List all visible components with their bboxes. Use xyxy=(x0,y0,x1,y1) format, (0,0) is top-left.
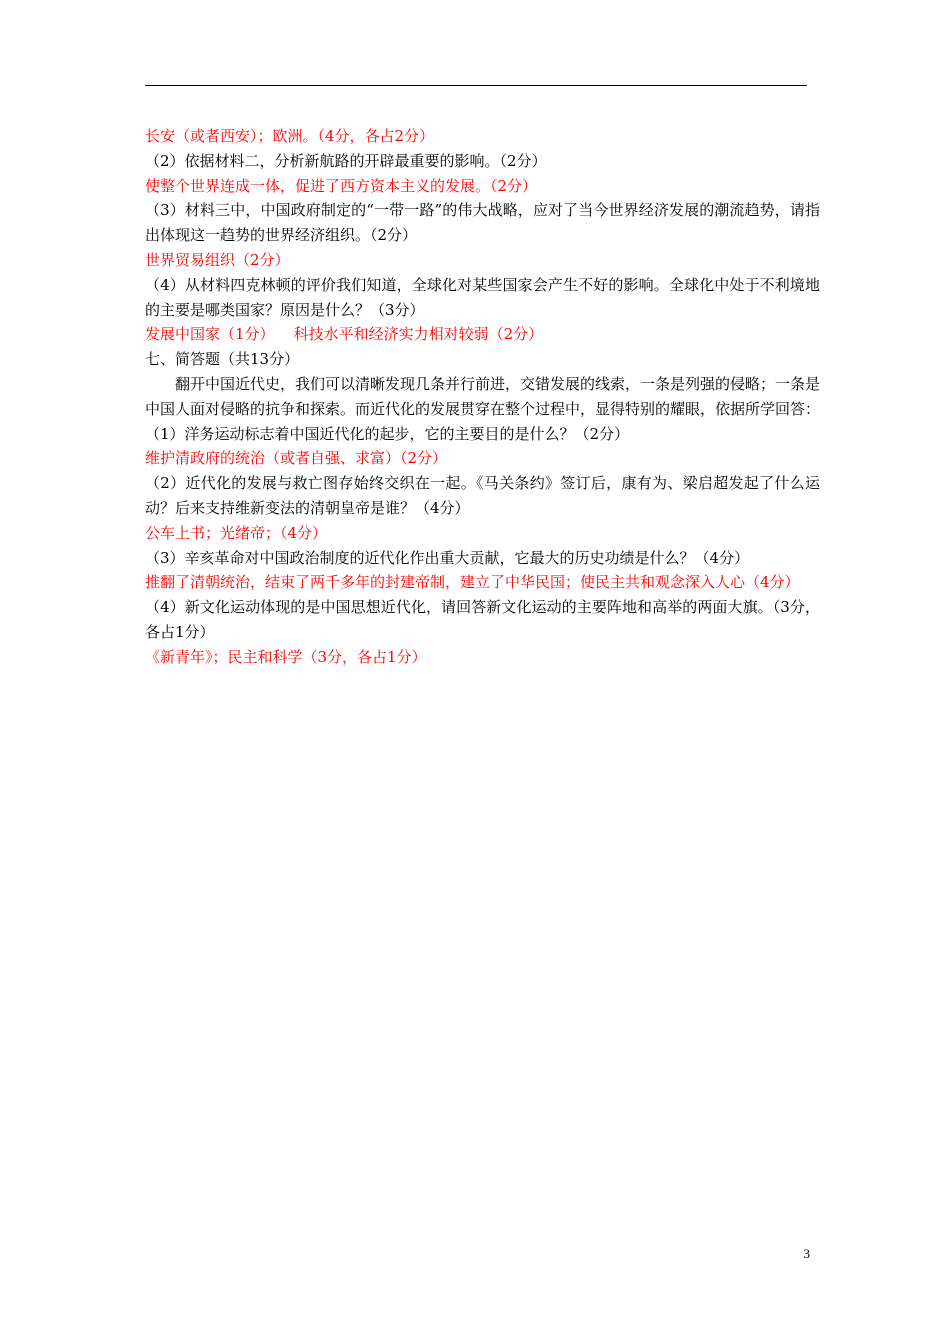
question-line: （3）材料三中，中国政府制定的“一带一路”的伟大战略，应对了当今世界经济发展的潮流趋势，请指出体现这一趋势的世界经济组织。（2分） xyxy=(145,201,820,245)
section-heading: 七、简答题（共13分） xyxy=(145,350,300,369)
question-line: （3）辛亥革命对中国政治制度的近代化作出重大贡献，它最大的历史功绩是什么？（4分） xyxy=(145,548,750,567)
answer-line: 发展中国家（1分） 科技水平和经济实力相对较弱（2分） xyxy=(145,325,544,344)
answer-line: 推翻了清朝统治，结束了两千多年的封建帝制，建立了中华民国；使民主共和观念深入人心（4分） xyxy=(145,573,800,592)
page-number: 3 xyxy=(803,1246,810,1261)
answer-line: 维护清政府的统治（或者自强、求富）（2分） xyxy=(145,449,448,468)
document-body xyxy=(145,124,820,670)
question-line: （2）依据材料二，分析新航路的开辟最重要的影响。（2分） xyxy=(145,151,547,170)
question-line: （1）洋务运动标志着中国近代化的起步，它的主要目的是什么？（2分） xyxy=(145,424,630,443)
answer-line: 世界贸易组织（2分） xyxy=(145,250,290,269)
answer-line: 使整个世界连成一体，促进了西方资本主义的发展。（2分） xyxy=(145,176,538,195)
question-line: （2）近代化的发展与救亡图存始终交织在一起。《马关条约》签订后，康有为、梁启超发起了什么运动？后来支持维新变法的清朝皇帝是谁？（4分） xyxy=(145,474,820,517)
question-line: （4）新文化运动体现的是中国思想近代化，请回答新文化运动的主要阵地和高举的两面大旗。（3分，各占1分） xyxy=(145,598,820,641)
answer-line: 《新青年》；民主和科学（3分，各占1分） xyxy=(145,647,427,666)
question-line: （4）从材料四克林顿的评价我们知道，全球化对某些国家会产生不好的影响。全球化中处于不利境地的主要是哪类国家？原因是什么？（3分） xyxy=(145,275,820,319)
header-rule xyxy=(145,85,807,86)
intro-paragraph: 翻开中国近代史，我们可以清晰发现几条并行前进，交错发展的线索，一条是列强的侵略；一条是中国人面对侵略的抗争和探索。而近代化的发展贯穿在整个过程中，显得特别的耀眼，依据所学回答： xyxy=(145,374,821,418)
answer-line: 公车上书；光绪帝；（4分） xyxy=(145,523,328,542)
answer-line: 长安（或者西安）；欧洲。（4分，各占2分） xyxy=(145,127,435,145)
